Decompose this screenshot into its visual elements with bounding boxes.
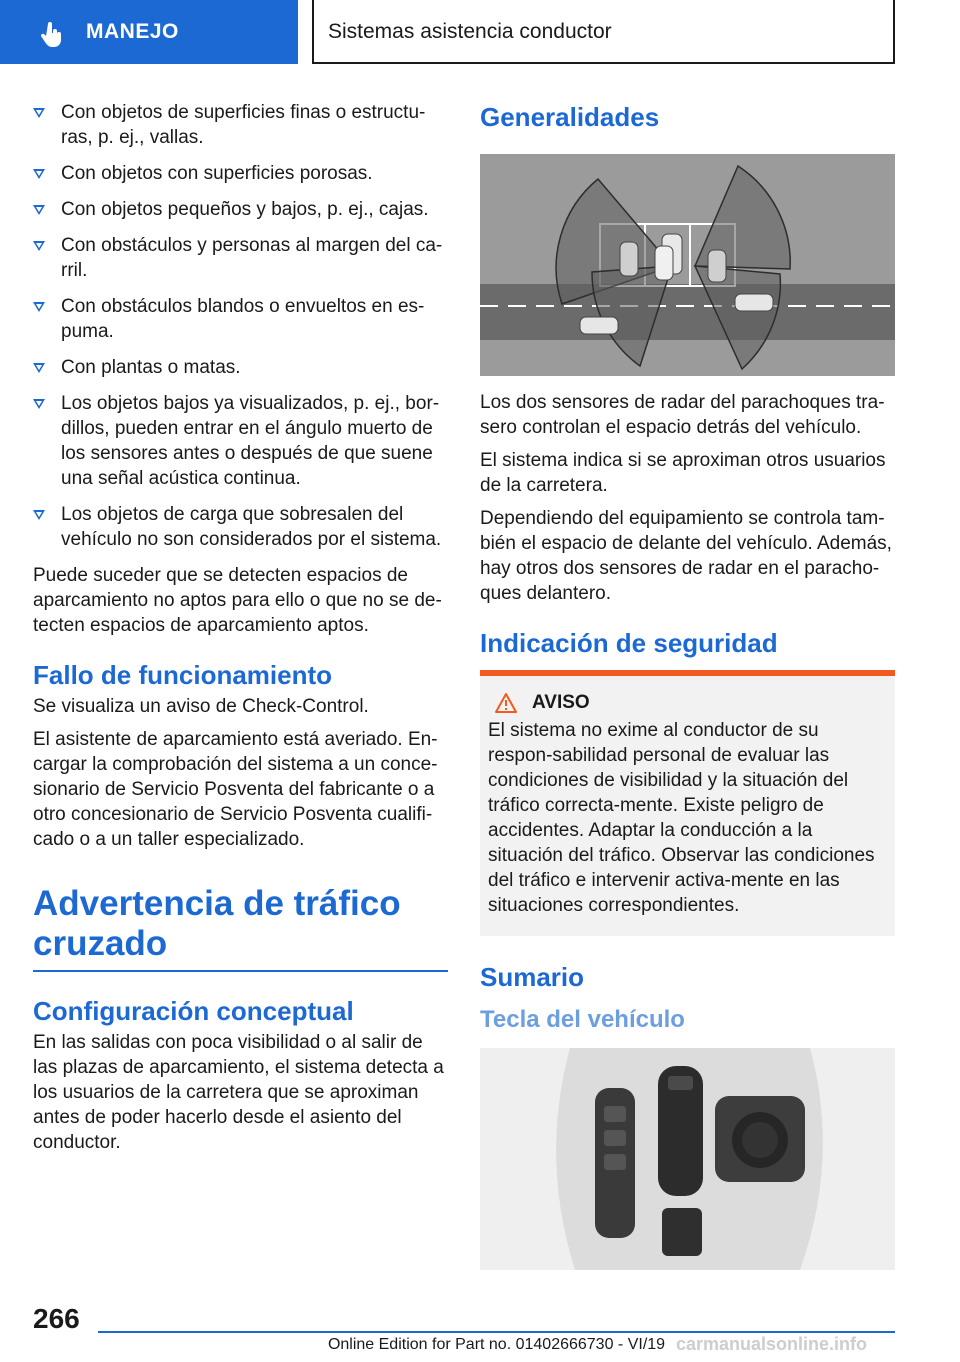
bullet-triangle-icon <box>33 399 45 409</box>
chapter-tab <box>312 0 895 64</box>
gen-paragraph-1: Los dos sensores de radar del parachoques tra‐sero controlan el espacio detrás del vehículo. <box>480 392 885 438</box>
bullet-triangle-icon <box>33 363 45 373</box>
right-column <box>480 100 895 1270</box>
heading-configuracion: Configuración conceptual <box>33 996 354 1026</box>
gen-paragraph-3: Dependiendo del equipamiento se controla tam‐bién el espacio de delante del vehículo. Además, hay otros dos sensores de radar en el paracho‐ques delantero. <box>480 508 892 604</box>
page-header <box>0 0 960 66</box>
section-tab <box>0 0 298 64</box>
gen-paragraph-2: El sistema indica si se aproximan otros usuarios de la carretera. <box>480 450 886 496</box>
list-item: Con objetos pequeños y bajos, p. ej., cajas. <box>33 197 448 222</box>
center-console-photo <box>480 1048 895 1270</box>
config-paragraph: En las salidas con poca visibilidad o al salir de las plazas de aparcamiento, el sistema detecta a los usuarios de la carretera que se aproximan antes de poder hacerlo desde el asiento del conductor. <box>33 1032 444 1153</box>
radar-zones-diagram <box>480 154 895 376</box>
bullet-triangle-icon <box>33 169 45 179</box>
list-item: Los objetos de carga que sobresalen del vehículo no son considerados por el sistema. <box>33 502 448 552</box>
bullet-triangle-icon <box>33 241 45 251</box>
console-illustration <box>480 1048 895 1270</box>
radar-sensor-illustration <box>480 154 895 376</box>
heading-advertencia: Advertencia de tráfico cruzado <box>33 884 401 963</box>
bullet-triangle-icon <box>33 302 45 312</box>
warning-text: El sistema no exime al conductor de su respon‐sabilidad personal de evaluar las condiciones de visibilidad y la situación del tráfico correcta‐mente. Existe peligro de accidentes. Adaptar la conducción a la situación del tráfico. Observar las condiciones del tráfico e intervenir activa‐mente en las situaciones correspondientes. <box>488 720 875 916</box>
section-divider <box>33 970 448 972</box>
watermark: carmanualsonline.info <box>676 1334 868 1354</box>
section-label: MANEJO <box>86 20 179 43</box>
footer-divider <box>98 1331 895 1333</box>
fallo-paragraph-2: El asistente de aparcamiento está averiado. En‐cargar la comprobación del sistema a un conce‐sionario de Servicio Posventa del fabricante o a otro concesionario de Servicio Posventa cualifi‐cado o a un taller especializado. <box>33 729 438 850</box>
list-item: Con obstáculos blandos o envueltos en es‐puma. <box>33 294 448 344</box>
warning-label: AVISO <box>532 692 590 713</box>
heading-tecla: Tecla del vehículo <box>480 1006 685 1033</box>
detect-paragraph: Puede suceder que se detecten espacios de aparcamiento no aptos para ello o que no se de‐tecten espacios de aparcamiento aptos. <box>33 565 442 636</box>
list-item: Los objetos bajos ya visualizados, p. ej., bor‐dillos, pueden entrar en el ángulo muerto de los sensores antes o después de que suene una señal acústica continua. <box>33 391 448 491</box>
hand-pointer-icon <box>40 22 64 48</box>
edition-text: Online Edition for Part no. 01402666730 - VI/19 <box>327 1336 666 1353</box>
fallo-paragraph-1: Se visualiza un aviso de Check-Control. <box>33 696 369 717</box>
heading-generalidades: Generalidades <box>480 102 660 132</box>
left-column <box>33 100 448 1163</box>
heading-fallo: Fallo de funcionamiento <box>33 660 333 690</box>
page-number: 266 <box>33 1303 80 1334</box>
list-item: Con objetos con superficies porosas. <box>33 161 448 186</box>
heading-sumario: Sumario <box>480 962 585 992</box>
limitations-list <box>33 100 448 552</box>
bullet-triangle-icon <box>33 108 45 118</box>
list-item: Con plantas o matas. <box>33 355 448 380</box>
warning-title <box>488 692 887 714</box>
list-item: Con obstáculos y personas al margen del ca‐rril. <box>33 233 448 283</box>
bullet-triangle-icon <box>33 510 45 520</box>
warning-triangle-icon <box>494 692 518 714</box>
bullet-triangle-icon <box>33 205 45 215</box>
list-item: Con objetos de superficies finas o estructu‐ras, p. ej., vallas. <box>33 100 448 150</box>
chapter-label: Sistemas asistencia conductor <box>328 20 612 43</box>
warning-box <box>480 670 895 936</box>
heading-seguridad: Indicación de seguridad <box>480 628 778 658</box>
